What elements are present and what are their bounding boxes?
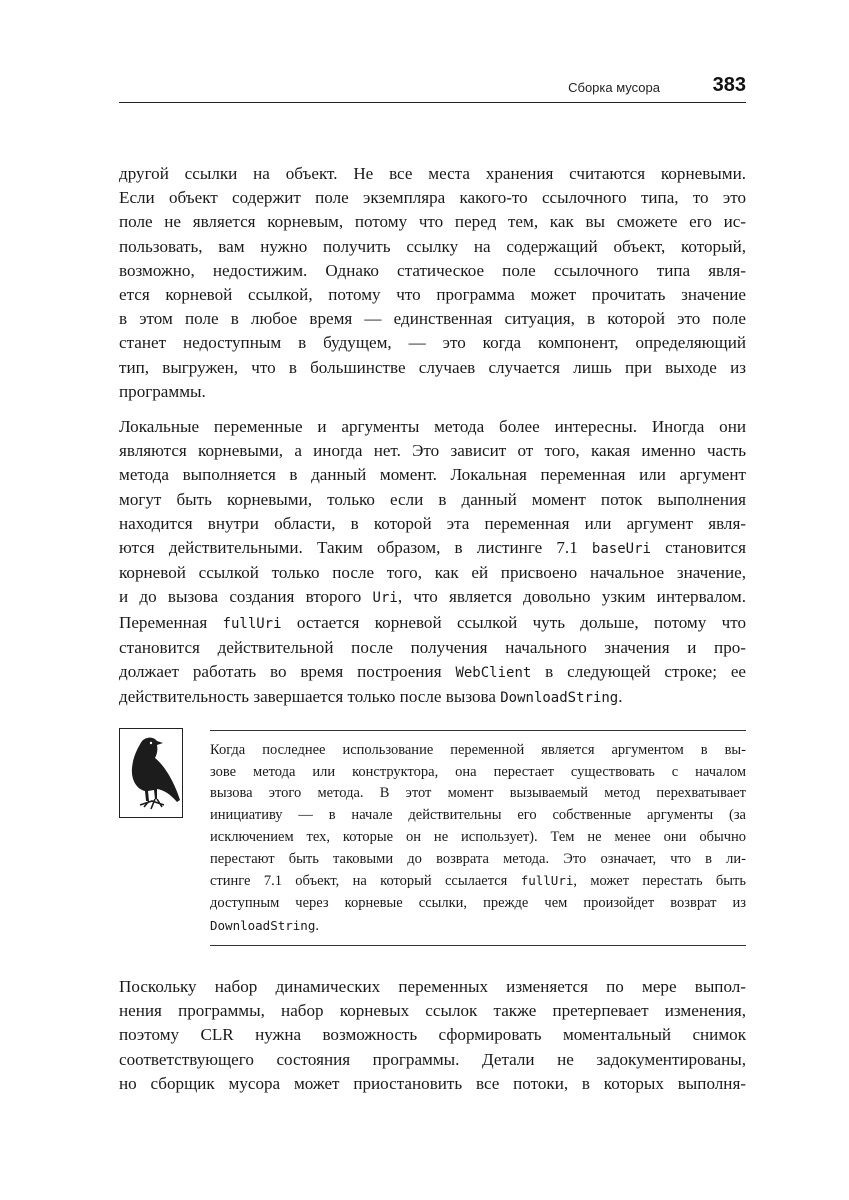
- paragraph-garbage-roots: [119, 162, 746, 404]
- text-line: метода выполняется в данный момент. Локальная переменная или аргумент: [119, 465, 746, 485]
- text-line: соответствующего состояния программы. Детали не задокументированы,: [119, 1049, 746, 1069]
- text-line: поле не является корневым, потому что перед тем, как вы сможете его ис-: [119, 212, 746, 232]
- text-line: Если объект содержит поле экземпляра какого-то ссылочного типа, то это: [119, 188, 746, 208]
- page-number: 383: [712, 74, 746, 96]
- text-line: другой ссылки на объект. Не все места хранения считаются корневыми.: [119, 164, 746, 183]
- inline-code: DownloadString: [500, 690, 619, 707]
- text-line: могут быть корневыми, только если в данный момент поток выполнения: [119, 489, 746, 509]
- inline-code: fullUri: [520, 873, 574, 889]
- text-run: в следующей строке; ее: [531, 662, 746, 682]
- text-run: действительность завершается только после вызова: [119, 687, 501, 707]
- text-line: находится внутри области, в которой эта переменная или аргумент явля-: [119, 513, 746, 533]
- note-line: инициативу — в начале действительны его собственные аргументы (за: [210, 807, 746, 824]
- paragraph-local-variables: [119, 415, 746, 710]
- note-box: [119, 728, 746, 946]
- inline-code: baseUri: [591, 541, 651, 558]
- page-header: [119, 72, 746, 103]
- text-line: нения программы, набор корневых ссылок также претерпевает изменения,: [119, 1001, 746, 1021]
- running-title: Сборка мусора: [568, 80, 660, 95]
- note-line: зове метода или конструктора, она перестает существовать с началом: [210, 763, 746, 780]
- text-line: [119, 585, 746, 610]
- text-run: , может перестать быть: [573, 873, 747, 890]
- text-run: , что является довольно узким интервалом.: [397, 587, 746, 607]
- text-run: стинге 7.1 объект, на который ссылается: [210, 873, 521, 890]
- text-run: должает работать во время построения: [119, 662, 456, 682]
- paragraph-root-snapshot: [119, 975, 746, 1096]
- text-run: .: [618, 687, 623, 707]
- text-line: станет недоступным в будущем, — это когда компонент, определяющий: [119, 333, 746, 353]
- text-line: корневой ссылкой только после того, как ей присвоено начальное значение,: [119, 563, 746, 583]
- inline-code: DownloadString: [210, 917, 316, 933]
- note-text: [210, 740, 746, 937]
- inline-code: WebClient: [455, 665, 532, 682]
- text-line: поэтому CLR нужна возможность сформировать моментальный снимок: [119, 1025, 746, 1045]
- text-run: становится: [650, 538, 747, 558]
- note-line: [210, 915, 746, 938]
- text-line: программы.: [119, 381, 206, 401]
- note-line: перестают быть таковыми до возврата метода. Это означает, что в ли-: [210, 850, 746, 867]
- text-line: но сборщик мусора может приостановить все потоки, в которых выполня-: [119, 1073, 746, 1093]
- text-run: .: [315, 917, 319, 934]
- text-line: в этом поле в любое время — единственная ситуация, в которой это поле: [119, 309, 746, 329]
- note-rule-bottom: [210, 945, 746, 946]
- inline-code: fullUri: [222, 615, 282, 632]
- crow-icon: [119, 728, 183, 818]
- note-line: [210, 870, 746, 893]
- text-line: тип, выгружен, что в большинстве случаев случается лишь при выходе из: [119, 357, 746, 377]
- text-run: ются действительными. Таким образом, в листинге 7.1: [119, 538, 592, 558]
- text-run: остается корневой ссылкой чуть дольше, потому что: [281, 612, 746, 632]
- text-line: [119, 536, 746, 561]
- text-line: [119, 685, 746, 710]
- note-line: исключением тех, которые он не использует). Тем не менее они обычно: [210, 828, 746, 845]
- note-line: вызова этого метода. В этот момент вызываемый метод перехватывает: [210, 785, 746, 802]
- note-line: Когда последнее использование переменной является аргументом в вы-: [210, 742, 746, 758]
- text-line: [119, 660, 746, 685]
- text-run: и до вызова создания второго: [119, 587, 373, 607]
- text-line: становится действительной после получения начального значения и про-: [119, 637, 746, 657]
- inline-code: Uri: [372, 590, 398, 607]
- text-line: являются корневыми, а иногда нет. Это зависит от того, какая именно часть: [119, 441, 746, 461]
- text-line: Локальные переменные и аргументы метода более интересны. Иногда они: [119, 417, 746, 436]
- text-line: ется корневой ссылкой, потому что программа может прочитать значение: [119, 285, 746, 305]
- note-rule-top: [210, 730, 746, 731]
- text-line: Поскольку набор динамических переменных изменяется по мере выпол-: [119, 977, 746, 996]
- text-line: [119, 611, 746, 636]
- text-line: пользовать, вам нужно получить ссылку на содержащий объект, который,: [119, 236, 746, 256]
- text-run: Переменная: [119, 612, 223, 632]
- text-line: возможно, недостижим. Однако статическое поле ссылочного типа явля-: [119, 260, 746, 280]
- note-line: доступным через корневые ссылки, прежде чем произойдет возврат из: [210, 894, 746, 911]
